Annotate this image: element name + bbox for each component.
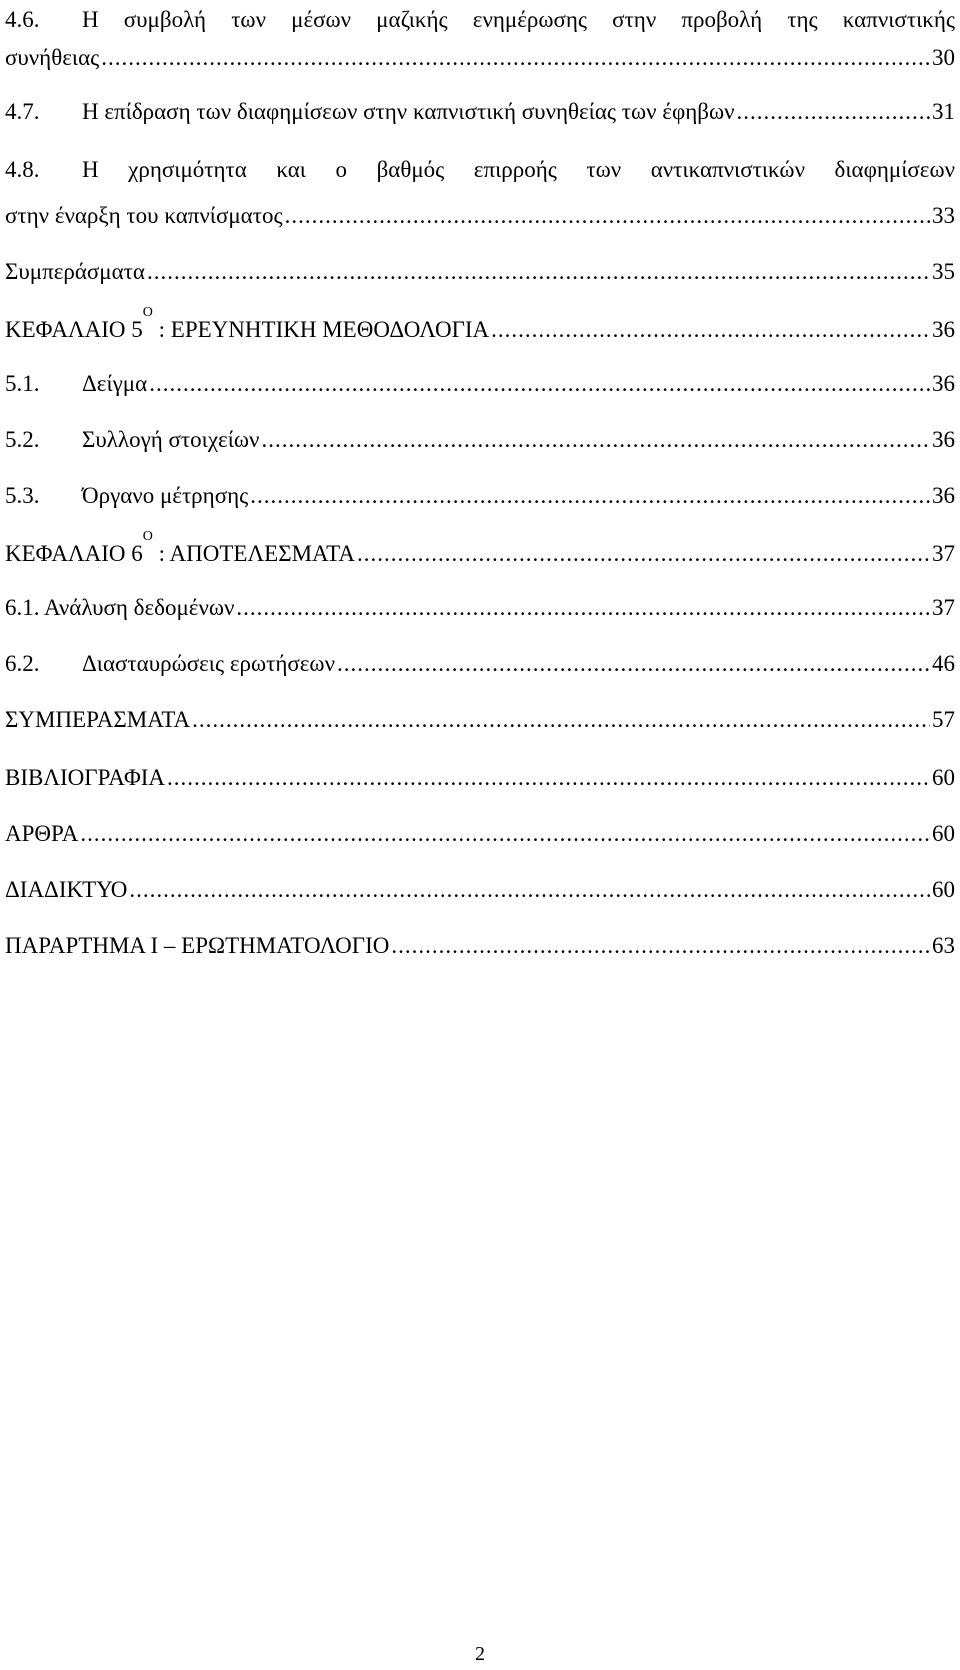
toc-entry-title: 6.1. Ανάλυση δεδομένων [5,595,235,620]
toc-page-number: 36 [932,371,955,396]
toc-leader-dots [129,876,930,904]
toc-leader-dots [737,98,930,126]
toc-entry-5-3[interactable] [5,482,955,510]
toc-entry-title: ΒΙΒΛΙΟΓΡΑΦΙΑ [5,765,166,790]
page-number: 2 [475,1643,485,1665]
toc-entry-appendix-1[interactable] [5,932,955,960]
toc-page-number: 37 [932,541,955,566]
toc-page-number: 37 [932,595,955,620]
toc-leader-dots [261,426,930,454]
toc-entry-4-6-line2[interactable] [5,44,955,72]
toc-leader-dots [250,482,930,510]
toc-page-number: 33 [932,203,955,228]
chapter-title: : ΕΡΕΥΝΗΤΙΚΗ ΜΕΘΟΔΟΛΟΓΙΑ [152,317,490,342]
toc-leader-dots [491,316,930,344]
chapter-ordinal-sup: Ο [142,305,153,320]
toc-entry-4-8-line1 [5,156,955,184]
toc-entry-4-6-line1 [5,6,955,34]
toc-entry-title [5,529,355,568]
toc-page-number: 30 [932,45,955,70]
toc-entry-title: ΠΑΡΑΡΤΗΜΑ Ι – ΕΡΩΤΗΜΑΤΟΛΟΓΙΟ [5,933,390,958]
chapter-label: ΚΕΦΑΛΑΙΟ 5 [5,317,143,342]
toc-entry-internet[interactable] [5,876,955,904]
toc-page-number: 36 [932,317,955,342]
toc-entry-title: ΔΙΑΔΙΚΤΥΟ [5,877,128,902]
toc-leader-dots [337,650,930,678]
toc-leader-dots [147,258,930,286]
toc-entry-number: 4.7. [5,99,40,124]
toc-page-number: 35 [932,259,955,284]
toc-entry-conclusions-ch4[interactable] [5,258,955,286]
toc-page-number: 46 [932,651,955,676]
toc-entry-5-2[interactable] [5,426,955,454]
toc-entry-6-1[interactable] [5,594,955,622]
toc-leader-dots [236,594,930,622]
toc-entry-title: Διασταυρώσεις ερωτήσεων [82,651,335,676]
toc-entry-5-1[interactable] [5,370,955,398]
toc-entry-number: 5.3. [5,483,40,508]
chapter-ordinal-sup: Ο [142,529,153,544]
toc-entry-6-2[interactable] [5,650,955,678]
toc-entry-number: 5.1. [5,371,40,396]
toc-leader-dots [149,370,930,398]
toc-leader-dots [357,540,930,568]
toc-page-number: 60 [932,877,955,902]
toc-leader-dots [80,820,930,848]
toc-entry-title: Η χρησιμότητα και ο βαθμός επιρροής των αντικαπνιστικών διαφημίσεων [82,157,955,182]
toc-entry-title: Η συμβολή των μέσων μαζικής ενημέρωσης στην προβολή της καπνιστικής [82,7,955,32]
toc-page-number: 57 [932,707,955,732]
toc-entry-title-cont: συνήθειας [5,45,100,70]
toc-page-number: 36 [932,483,955,508]
toc-entry-number: 6.2. [5,651,40,676]
toc-entry-title-cont: στην έναρξη του καπνίσματος [5,203,283,228]
toc-entry-articles[interactable] [5,820,955,848]
toc-entry-title: ΑΡΘΡΑ [5,821,79,846]
toc-entry-4-7[interactable] [5,98,955,126]
toc-leader-dots [101,44,930,72]
toc-entry-chapter-6[interactable] [5,529,955,568]
chapter-title: : ΑΠΟΤΕΛΕΣΜΑΤΑ [152,541,355,566]
toc-entry-chapter-5[interactable] [5,305,955,344]
toc-entry-4-8-line2[interactable] [5,202,955,230]
chapter-label: ΚΕΦΑΛΑΙΟ 6 [5,541,143,566]
toc-page-number: 63 [932,933,955,958]
toc-entry-summary[interactable] [5,706,955,734]
toc-page-number: 36 [932,427,955,452]
toc-leader-dots [391,932,930,960]
toc-entry-number: 4.8. [5,157,40,182]
toc-entry-title [5,305,490,344]
toc-entry-number: 4.6. [5,7,40,32]
toc-leader-dots [192,706,930,734]
toc-entry-title: Η επίδραση των διαφημίσεων στην καπνιστική συνηθείας των έφηβων [82,99,735,124]
toc-entry-number: 5.2. [5,427,40,452]
toc-entry-title: ΣΥΜΠΕΡΑΣΜΑΤΑ [5,707,191,732]
toc-page-number: 60 [932,765,955,790]
toc-leader-dots [167,764,930,792]
toc-entry-title: Συλλογή στοιχείων [82,427,260,452]
toc-entry-title: Δείγμα [82,371,148,396]
toc-page-number: 60 [932,821,955,846]
toc-page-number: 31 [932,99,955,124]
toc-entry-bibliography[interactable] [5,764,955,792]
toc-entry-title: Όργανο μέτρησης [82,483,249,508]
toc-leader-dots [285,202,930,230]
toc-entry-title: Συμπεράσματα [5,259,145,284]
